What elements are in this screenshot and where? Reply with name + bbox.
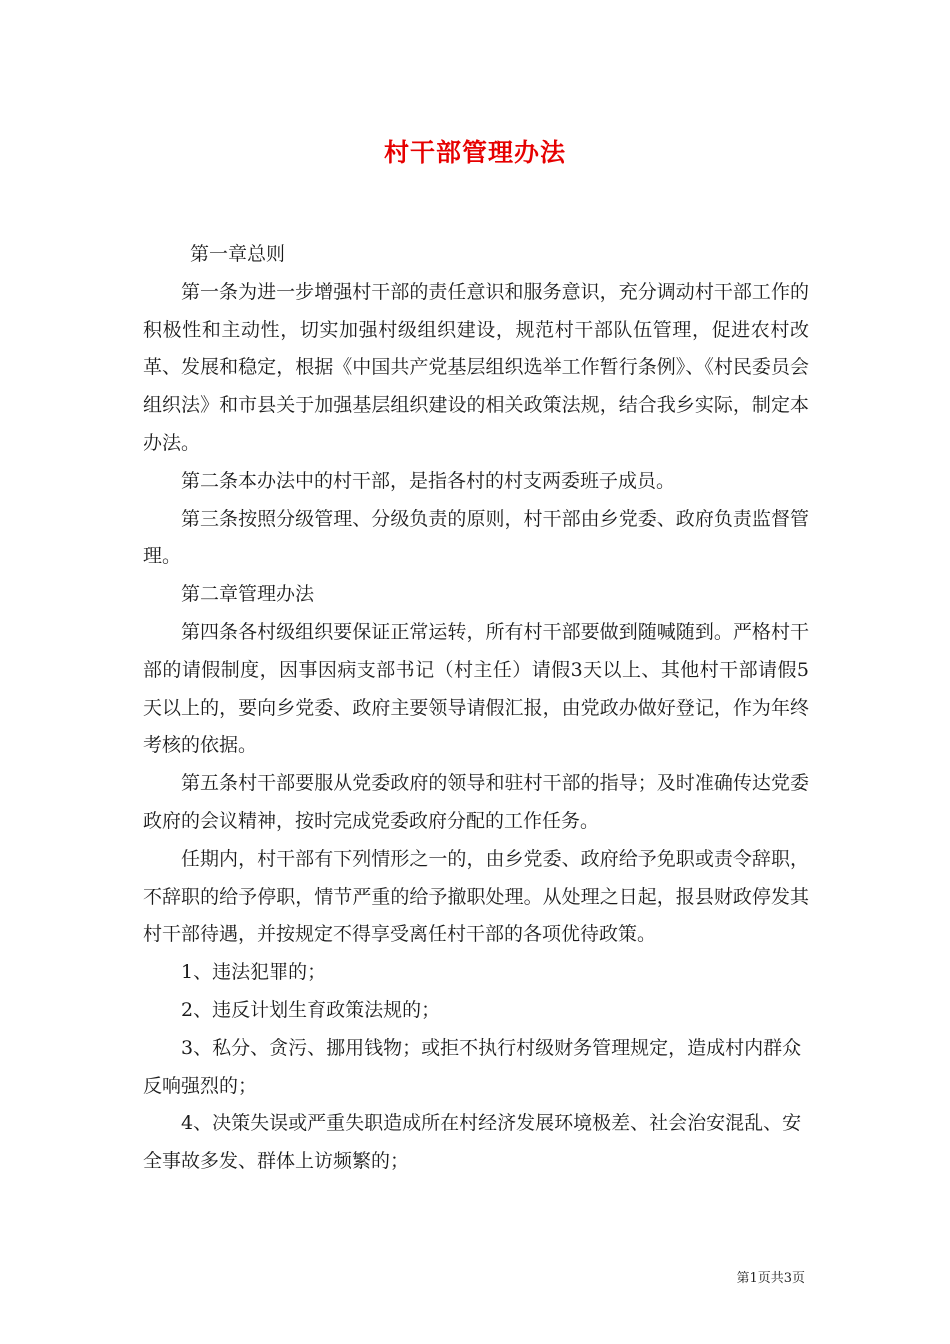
term-clause: 任期内，村干部有下列情形之一的，由乡党委、政府给予免职或责令辞职，不辞职的给予停职，情节严重的给予撤职处理。从处理之日起，报县财政停发其村干部待遇，并按规定不得享受离任村干部的各项优待政策。 [143,847,809,946]
chapter-heading-1: 第一章总则 [190,243,286,265]
document-body [143,236,809,1181]
page-title: 村干部管理办法 [383,138,566,167]
chapter-heading-2: 第二章管理办法 [181,583,315,606]
list-item: 4、决策失误或严重失职造成所在村经济发展环境极差、社会治安混乱、安全事故多发、群体上访频繁的； [143,1112,802,1173]
article-3: 第三条按照分级管理、分级负责的原则，村干部由乡党委、政府负责监督管理。 [143,507,809,568]
article-1: 第一条为进一步增强村干部的责任意识和服务意识，充分调动村干部工作的积极性和主动性，切实加强村级组织建设，规范村干部队伍管理，促进农村改革、发展和稳定，根据《中国共产党基层组织选举工作暂行条例》、《村民委员会组织法》和市县关于加强基层组织建设的相关政策法规，结合我乡实际，制定本办法。 [143,280,809,454]
article-5: 第五条村干部要服从党委政府的领导和驻村干部的指导；及时准确传达党委政府的会议精神，按时完成党委政府分配的工作任务。 [143,772,809,832]
list-item: 3、私分、贪污、挪用钱物；或拒不执行村级财务管理规定，造成村内群众反响强烈的； [143,1036,802,1097]
article-2: 第二条本办法中的村干部，是指各村的村支两委班子成员。 [181,469,676,492]
page-number: 第1页共3页 [736,1271,805,1286]
list-item: 1、违法犯罪的； [181,961,327,984]
list-item: 2、违反计划生育政策法规的； [181,998,441,1021]
article-4: 第四条各村级组织要保证正常运转，所有村干部要做到随喊随到。严格村干部的请假制度，因事因病支部书记（村主任）请假3天以上、其他村干部请假5天以上的，要向乡党委、政府主要领导请假汇报，由党政办做好登记，作为年终考核的依据。 [143,620,809,757]
